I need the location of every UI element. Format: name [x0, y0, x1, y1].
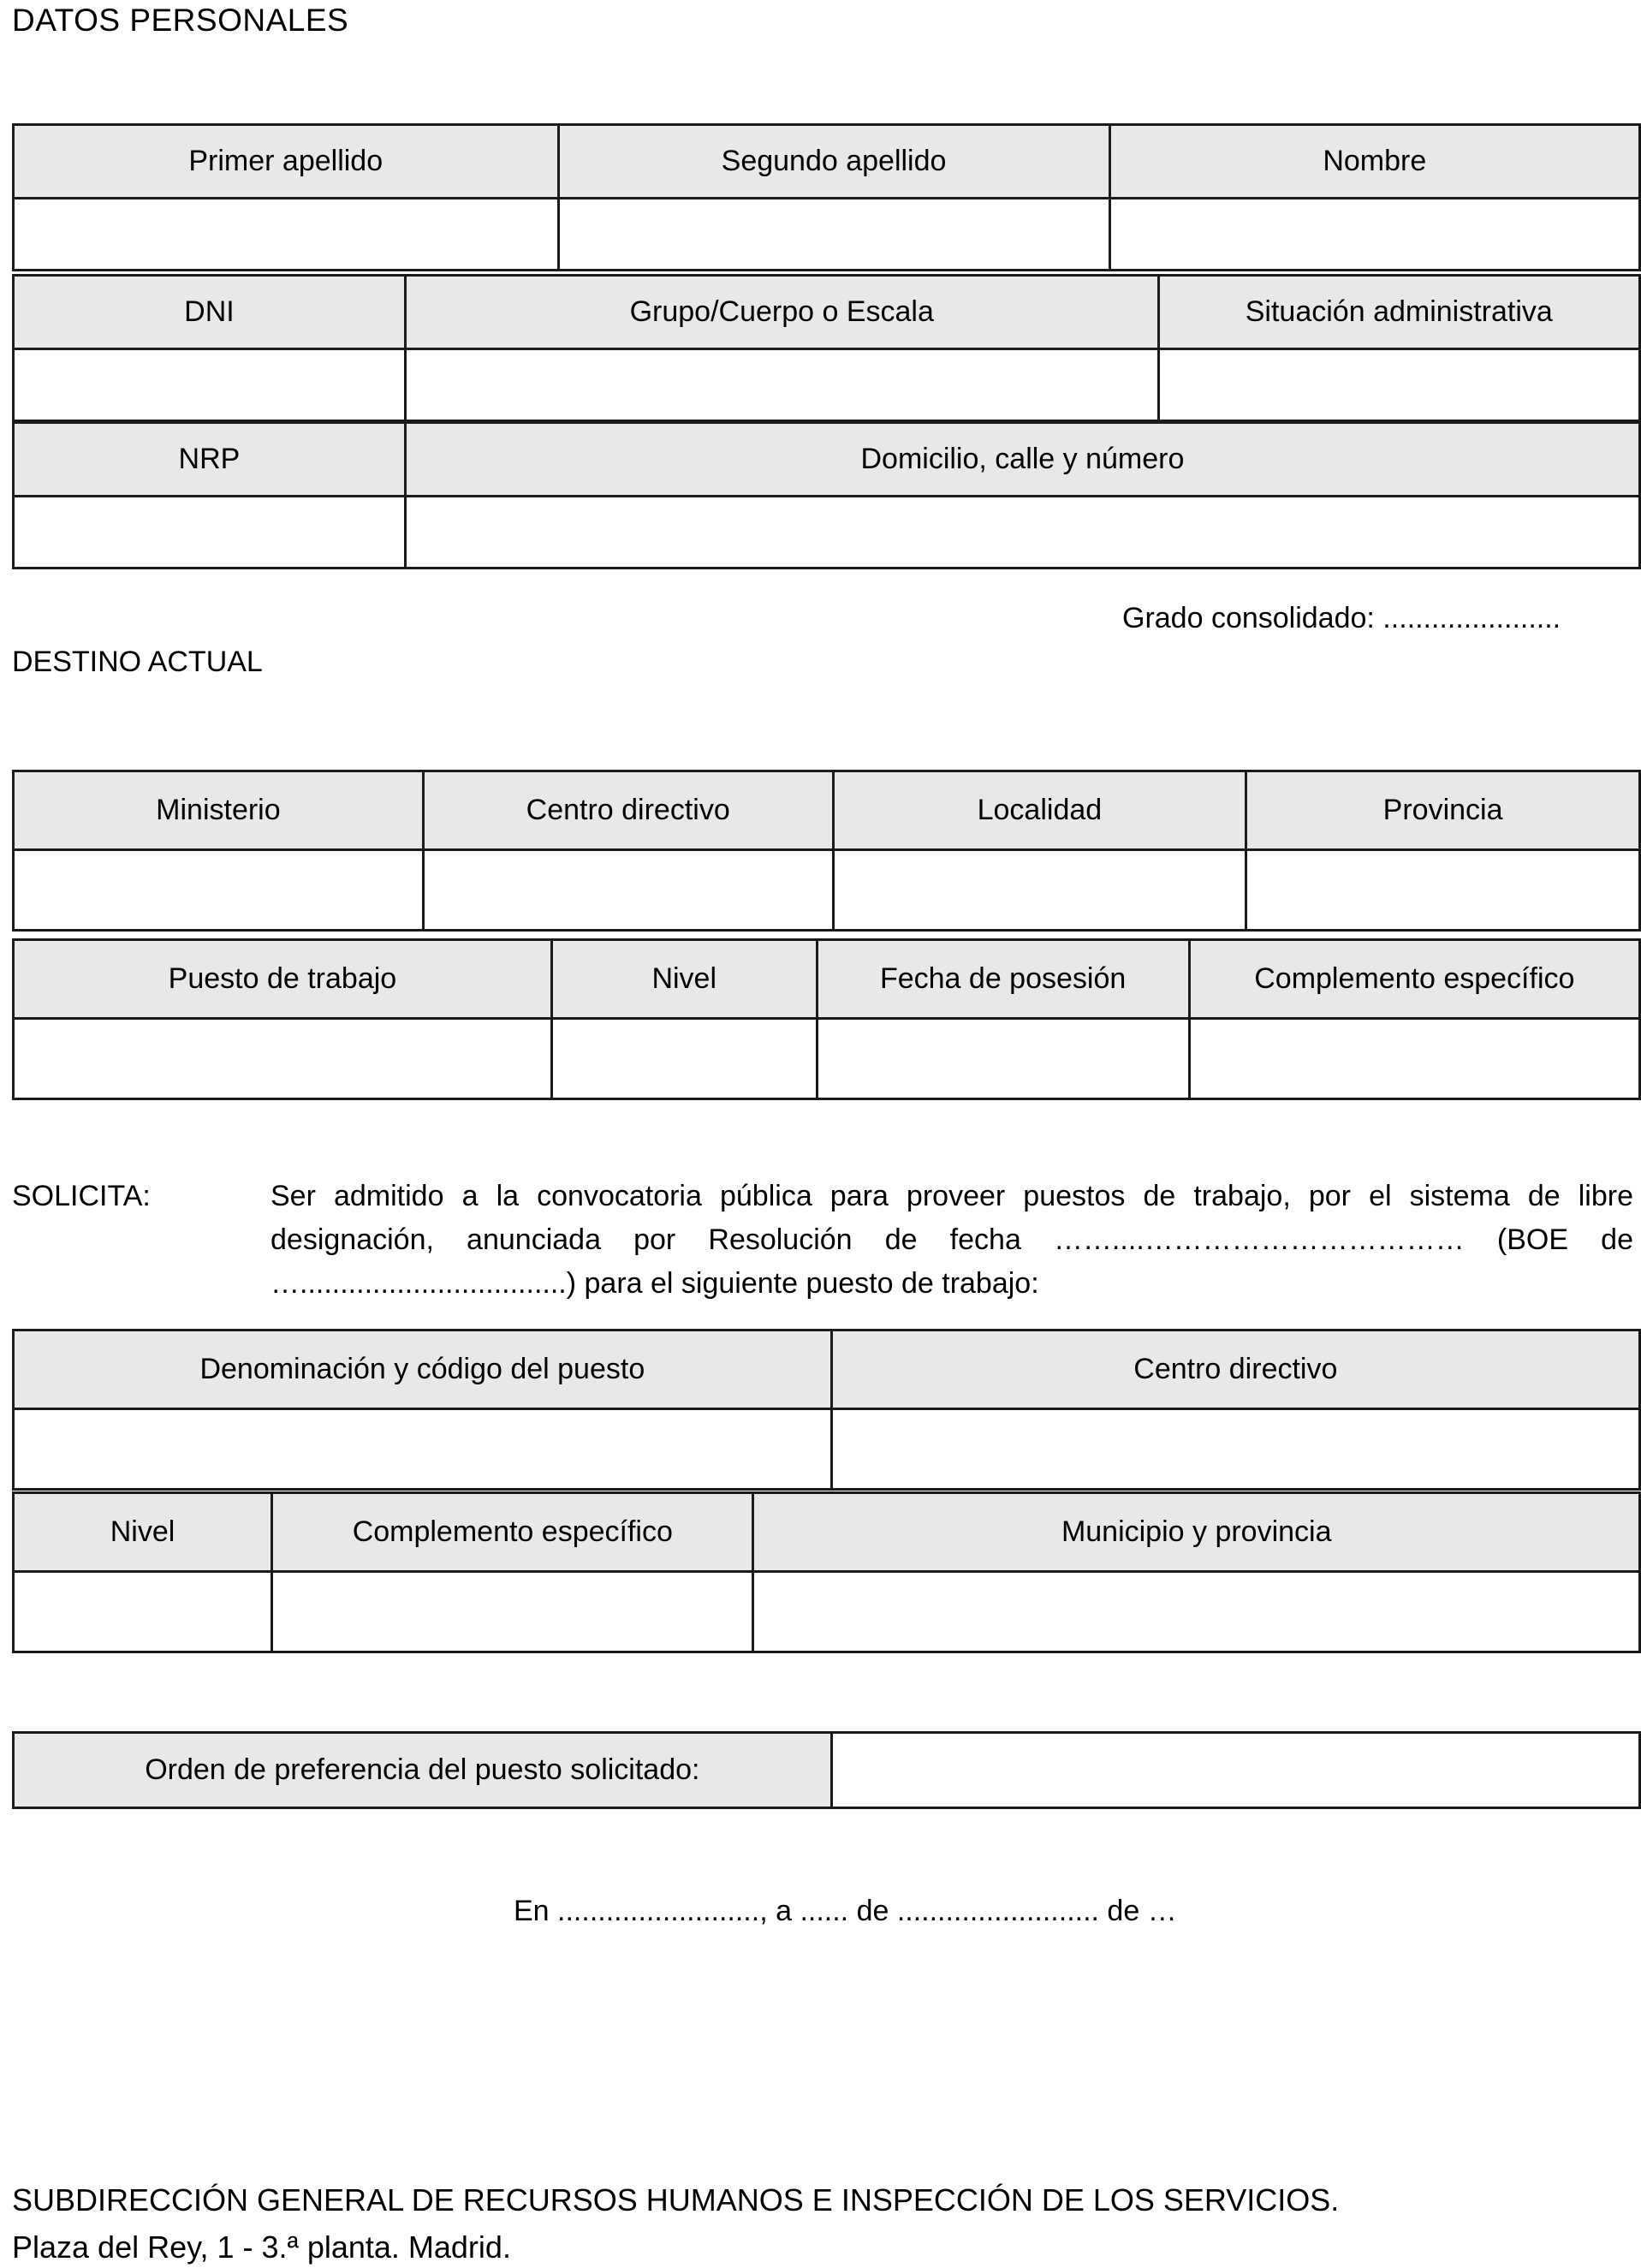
input-cell-centro-directivo[interactable] — [423, 850, 833, 931]
input-cell-complemento-especifico[interactable] — [1189, 1019, 1639, 1099]
solicita-label: SOLICITA: — [12, 1180, 151, 1212]
table-row — [14, 1733, 1640, 1808]
solicita-paragraph: Ser admitido a la convocatoria pública para proveer puestos de trabajo, por el sistema de libre designación, anunciada por Resolución de fecha ……....…………………………… (BOE de ….................................) para el siguiente puesto de trabajo: — [271, 1180, 1633, 1300]
table-row — [14, 276, 1640, 349]
input-cell-complemento-especifico-solicitado[interactable] — [272, 1572, 753, 1652]
table-row — [14, 1572, 1640, 1652]
table-destino-puesto — [12, 938, 1641, 1100]
table-row — [14, 771, 1640, 850]
header-nombre: Nombre — [1109, 125, 1639, 199]
table-row — [14, 1493, 1640, 1572]
input-cell-centro-directivo-solicitado[interactable] — [831, 1409, 1639, 1490]
input-cell-grupo-cuerpo-escala[interactable] — [405, 349, 1158, 421]
grado-consolidado-label: Grado consolidado: ...................... — [1122, 602, 1561, 634]
header-ministerio: Ministerio — [14, 771, 424, 850]
table-row — [14, 850, 1640, 931]
header-provincia: Provincia — [1246, 771, 1640, 850]
header-localidad: Localidad — [833, 771, 1246, 850]
header-dni: DNI — [14, 276, 406, 349]
input-cell-nivel-solicitado[interactable] — [14, 1572, 272, 1652]
input-cell-fecha-posesion[interactable] — [817, 1019, 1189, 1099]
header-domicilio: Domicilio, calle y número — [405, 423, 1639, 497]
header-segundo-apellido: Segundo apellido — [558, 125, 1109, 199]
input-cell-ministerio[interactable] — [14, 850, 424, 931]
table-row — [14, 199, 1640, 271]
header-centro-directivo: Centro directivo — [423, 771, 833, 850]
table-row — [14, 1409, 1640, 1490]
header-centro-directivo-solicitado: Centro directivo — [831, 1330, 1639, 1409]
input-cell-municipio-provincia[interactable] — [753, 1572, 1640, 1652]
section-title-destino-actual: DESTINO ACTUAL — [12, 646, 263, 678]
header-nivel: Nivel — [551, 940, 817, 1019]
table-row — [14, 1330, 1640, 1409]
table-puesto-nivel — [12, 1491, 1641, 1653]
table-row — [14, 423, 1640, 497]
input-cell-dni[interactable] — [14, 349, 406, 421]
input-cell-localidad[interactable] — [833, 850, 1246, 931]
input-cell-nrp[interactable] — [14, 497, 406, 568]
orden-preferencia-label: Orden de preferencia del puesto solicitado: — [14, 1733, 832, 1808]
header-denominacion-codigo: Denominación y código del puesto — [14, 1330, 832, 1409]
table-row — [14, 1019, 1640, 1099]
input-cell-domicilio[interactable] — [405, 497, 1639, 568]
input-cell-provincia[interactable] — [1246, 850, 1640, 931]
table-dni-grupo-situacion — [12, 274, 1641, 422]
table-apellidos-nombre — [12, 123, 1641, 271]
header-nivel-solicitado: Nivel — [14, 1493, 272, 1572]
section-title-datos-personales: DATOS PERSONALES — [12, 3, 349, 38]
table-row — [14, 497, 1640, 568]
input-cell-nombre[interactable] — [1109, 199, 1639, 271]
header-fecha-posesion: Fecha de posesión — [817, 940, 1189, 1019]
input-cell-situacion-administrativa[interactable] — [1158, 349, 1639, 421]
input-cell-denominacion-codigo[interactable] — [14, 1409, 832, 1490]
header-nrp: NRP — [14, 423, 406, 497]
header-primer-apellido: Primer apellido — [14, 125, 559, 199]
table-puesto-denominacion — [12, 1329, 1641, 1491]
header-puesto-de-trabajo: Puesto de trabajo — [14, 940, 552, 1019]
date-signature-line: En ........................., a ...... de ......................... de … — [514, 1895, 1177, 1927]
input-cell-orden-preferencia[interactable] — [831, 1733, 1639, 1808]
header-grupo-cuerpo-escala: Grupo/Cuerpo o Escala — [405, 276, 1158, 349]
table-row — [14, 940, 1640, 1019]
input-cell-puesto-de-trabajo[interactable] — [14, 1019, 552, 1099]
header-situacion-administrativa: Situación administrativa — [1158, 276, 1639, 349]
table-row — [14, 125, 1640, 199]
header-municipio-provincia: Municipio y provincia — [753, 1493, 1640, 1572]
input-cell-segundo-apellido[interactable] — [558, 199, 1109, 271]
table-nrp-domicilio — [12, 421, 1641, 569]
footer-subdireccion: SUBDIRECCIÓN GENERAL DE RECURSOS HUMANOS E INSPECCIÓN DE LOS SERVICIOS. — [12, 2182, 1340, 2217]
header-complemento-especifico-solicitado: Complemento específico — [272, 1493, 753, 1572]
input-cell-nivel[interactable] — [551, 1019, 817, 1099]
table-row — [14, 349, 1640, 421]
table-orden-preferencia — [12, 1731, 1641, 1809]
footer-address: Plaza del Rey, 1 - 3.ª planta. Madrid. — [12, 2229, 511, 2265]
table-destino-ministerio — [12, 770, 1641, 932]
input-cell-primer-apellido[interactable] — [14, 199, 559, 271]
header-complemento-especifico: Complemento específico — [1189, 940, 1639, 1019]
